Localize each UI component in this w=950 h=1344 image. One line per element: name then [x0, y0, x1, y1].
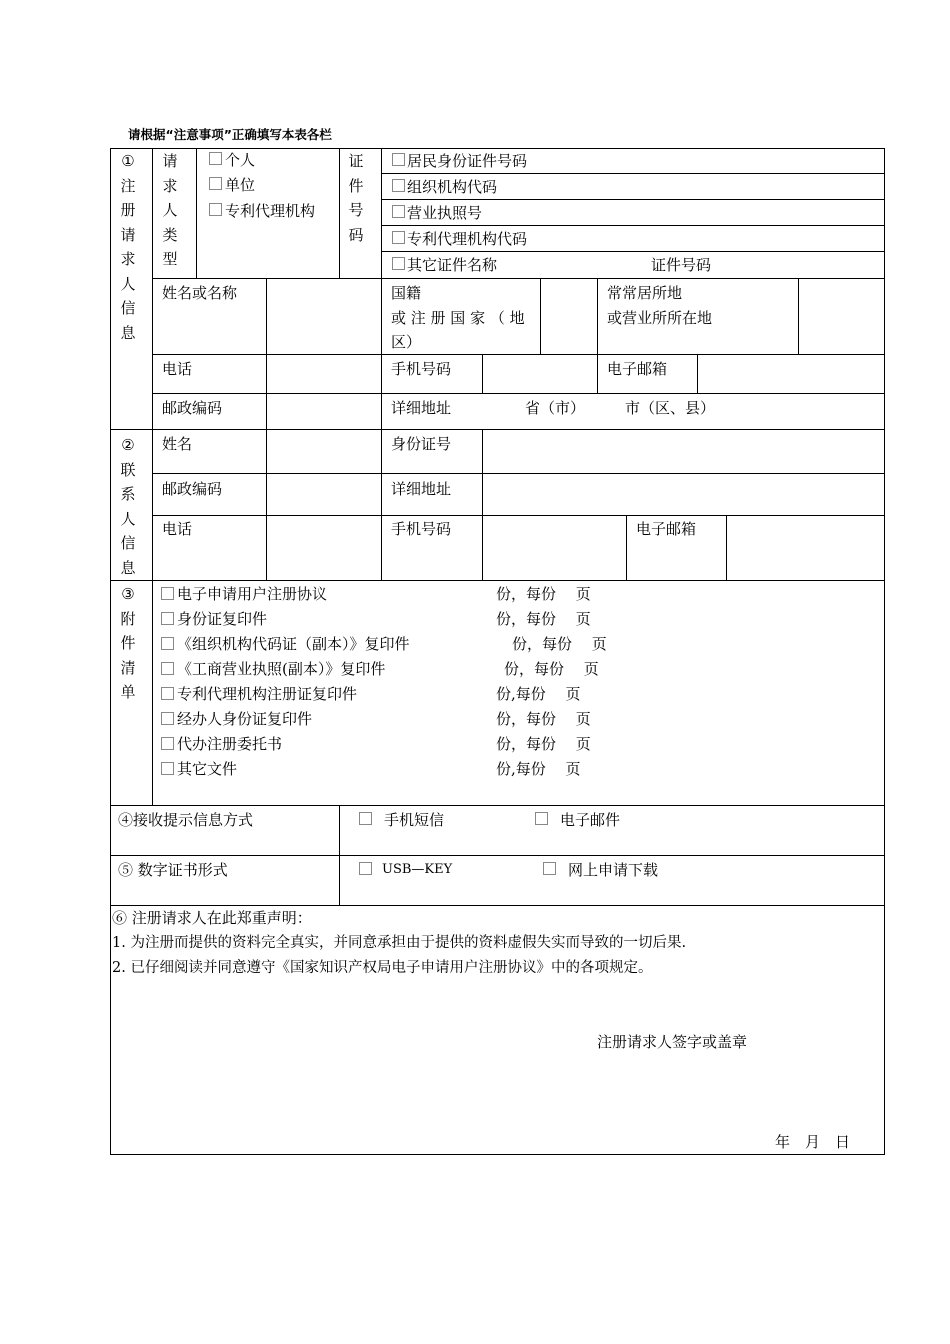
type-agency-label: 专利代理机构	[225, 202, 316, 220]
notification-method-label: ④接收提示信息方式	[118, 811, 254, 829]
attachment-quantity: 份,每份 页	[496, 760, 581, 778]
contact-name-input[interactable]	[267, 430, 380, 472]
residence-label-1: 常常居所地	[607, 284, 683, 302]
sms-checkbox[interactable]	[359, 812, 372, 825]
id-org-code-label: 组织机构代码	[407, 178, 498, 196]
id-org-code-checkbox[interactable]	[392, 179, 405, 192]
attachment-quantity: 份，每份 页	[496, 585, 591, 603]
attachment-label: 《工商营业执照(副本）》复印件	[177, 660, 386, 678]
nationality-label-2: 或 注 册 国 家 （ 地	[391, 309, 525, 327]
online-download-label: 网上申请下载	[568, 861, 659, 879]
attachment-quantity: 份，每份 页	[496, 610, 591, 628]
contact-mobile-label: 手机号码	[391, 520, 452, 538]
id-other-label: 其它证件名称	[407, 256, 498, 274]
attachment-checkbox[interactable]	[161, 662, 174, 675]
contact-postcode-label: 邮政编码	[162, 480, 223, 498]
sms-label: 手机短信	[384, 811, 445, 829]
id-resident-card-label: 居民身份证件号码	[407, 152, 528, 170]
email-notify-label: 电子邮件	[560, 811, 621, 829]
attachment-label: 电子申请用户注册协议	[177, 585, 328, 603]
declaration-heading: ⑥ 注册请求人在此郑重声明：	[112, 909, 312, 927]
attachment-checkbox[interactable]	[161, 612, 174, 625]
contact-address-input[interactable]	[483, 474, 883, 514]
email-label: 电子邮箱	[607, 360, 668, 378]
signature-date: 年 月 日	[775, 1133, 851, 1151]
type-organization-label: 单位	[225, 176, 256, 194]
nationality-label-1: 国籍	[391, 284, 422, 302]
type-individual-checkbox[interactable]	[209, 152, 222, 165]
postcode-label: 邮政编码	[162, 399, 223, 417]
attachments-section-title: ③ 附 件 清 单	[120, 585, 136, 701]
attachment-label: 经办人身份证复印件	[177, 710, 313, 728]
residence-input[interactable]	[799, 279, 883, 353]
mobile-label: 手机号码	[391, 360, 452, 378]
address-label: 详细地址	[391, 399, 452, 417]
contact-id-label: 身份证号	[391, 435, 452, 453]
signature-label: 注册请求人签字或盖章	[597, 1033, 748, 1051]
contact-email-input[interactable]	[727, 516, 883, 579]
signature-area[interactable]	[597, 1055, 797, 1115]
contact-section-title: ② 联 系 人 信 息	[120, 436, 136, 577]
attachment-label: 身份证复印件	[177, 610, 268, 628]
attachment-quantity: 份，每份 页	[512, 635, 607, 653]
city-label: 市（区、县）	[625, 399, 716, 417]
applicant-section-title: ① 注 册 请 求 人 信 息	[120, 152, 136, 342]
contact-mobile-input[interactable]	[483, 516, 625, 579]
applicant-type-label: 请 求 人 类 型	[162, 152, 178, 268]
id-agency-code-checkbox[interactable]	[392, 231, 405, 244]
attachment-quantity: 份，每份 页	[496, 735, 591, 753]
nationality-input[interactable]	[541, 279, 596, 353]
id-business-license-label: 营业执照号	[407, 204, 483, 222]
contact-name-label: 姓名	[162, 435, 193, 453]
contact-id-input[interactable]	[483, 430, 883, 472]
attachment-checkbox[interactable]	[161, 712, 174, 725]
id-number-label: 证件号码	[651, 256, 712, 274]
contact-email-label: 电子邮箱	[636, 520, 697, 538]
id-agency-code-label: 专利代理机构代码	[407, 230, 528, 248]
email-notify-checkbox[interactable]	[535, 812, 548, 825]
province-label: 省（市）	[525, 399, 586, 417]
id-number-side-label: 证 件 号 码	[348, 152, 364, 244]
nationality-label-3: 区）	[391, 333, 422, 351]
contact-phone-input[interactable]	[267, 516, 380, 579]
declaration-line-2: 2. 已仔细阅读并同意遵守《国家知识产权局电子申请用户注册协议》中的各项规定。	[112, 960, 653, 976]
type-organization-checkbox[interactable]	[209, 177, 222, 190]
phone-label: 电话	[162, 360, 193, 378]
id-other-checkbox[interactable]	[392, 257, 405, 270]
attachment-quantity: 份，每份 页	[504, 660, 599, 678]
id-business-license-checkbox[interactable]	[392, 205, 405, 218]
type-individual-label: 个人	[225, 151, 256, 169]
usb-key-checkbox[interactable]	[359, 862, 372, 875]
phone-input[interactable]	[267, 355, 380, 392]
attachment-label: 《组织机构代码证（副本）》复印件	[177, 635, 410, 653]
name-input[interactable]	[267, 279, 380, 353]
attachment-quantity: 份，每份 页	[496, 710, 591, 728]
contact-address-label: 详细地址	[391, 480, 452, 498]
certificate-format-label: ⑤ 数字证书形式	[118, 861, 228, 879]
usb-key-label: USB—KEY	[382, 862, 453, 877]
id-resident-card-checkbox[interactable]	[392, 153, 405, 166]
attachment-checkbox[interactable]	[161, 687, 174, 700]
attachment-label: 其它文件	[177, 760, 238, 778]
attachment-quantity: 份,每份 页	[496, 685, 581, 703]
postcode-input[interactable]	[267, 394, 380, 428]
contact-postcode-input[interactable]	[267, 474, 380, 514]
attachment-checkbox[interactable]	[161, 737, 174, 750]
type-agency-checkbox[interactable]	[209, 203, 222, 216]
online-download-checkbox[interactable]	[543, 862, 556, 875]
attachment-label: 专利代理机构注册证复印件	[177, 685, 358, 703]
contact-phone-label: 电话	[162, 520, 193, 538]
declaration-line-1: 1. 为注册而提供的资料完全真实，并同意承担由于提供的资料虚假失实而导致的一切后果.	[112, 935, 687, 951]
attachment-label: 代办注册委托书	[177, 735, 283, 753]
attachment-checkbox[interactable]	[161, 762, 174, 775]
attachment-checkbox[interactable]	[161, 587, 174, 600]
name-label: 姓名或名称	[162, 284, 238, 302]
form-instruction: 请根据“注意事项”正确填写本表各栏	[128, 127, 332, 142]
email-input[interactable]	[698, 355, 883, 392]
residence-label-2: 或营业所所在地	[607, 309, 713, 327]
attachment-checkbox[interactable]	[161, 637, 174, 650]
mobile-input[interactable]	[483, 355, 596, 392]
